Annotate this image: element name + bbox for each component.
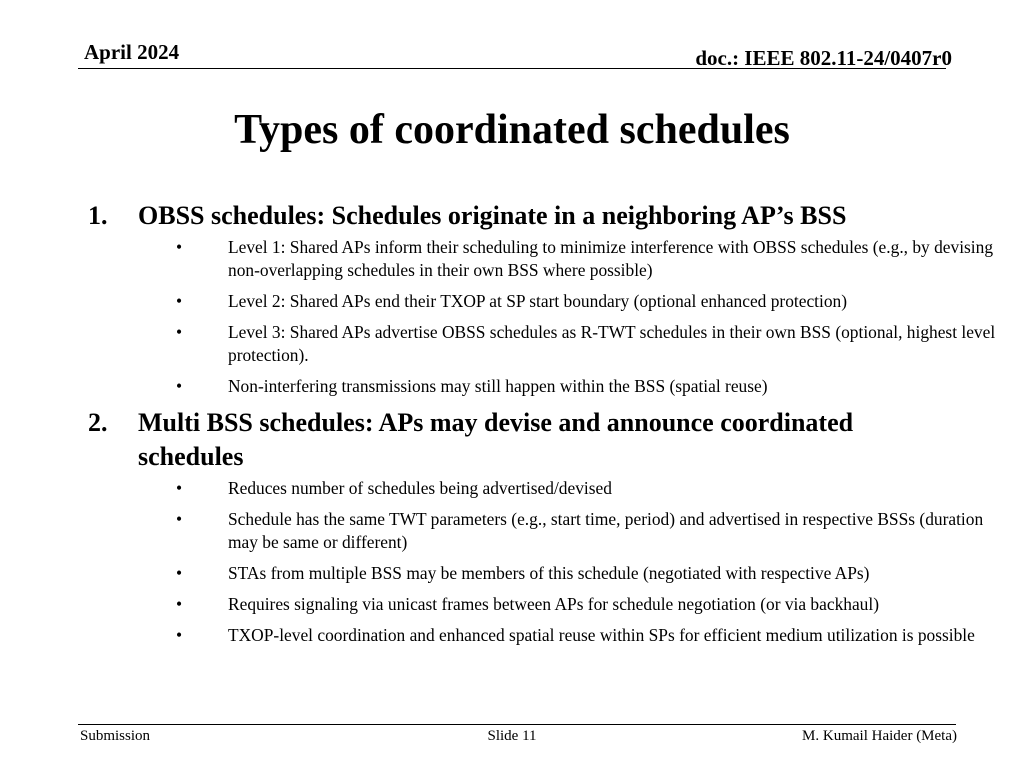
footer-divider: [78, 724, 956, 725]
section-1-title: OBSS schedules: Schedules originate in a neighboring AP’s BSS: [138, 201, 847, 230]
bullet-icon: •: [176, 563, 183, 583]
section-2-heading: [88, 406, 1000, 474]
bullet-icon: •: [176, 594, 183, 614]
bullet-text: Schedule has the same TWT parameters (e.g., start time, period) and advertised in respective BSSs (duration may be same or different): [228, 509, 984, 552]
list-item: [88, 375, 1000, 398]
section-2-number: 2.: [88, 408, 108, 437]
section-2-title: Multi BSS schedules: APs may devise and announce coordinated schedules: [138, 408, 854, 471]
footer-slide-number: Slide 11: [487, 728, 537, 744]
bullet-icon: •: [176, 376, 183, 396]
list-item: [88, 321, 1000, 367]
section-1-bullet-list: [88, 236, 1000, 398]
bullet-text: Requires signaling via unicast frames between APs for schedule negotiation (or via backhaul): [228, 594, 879, 614]
list-item: [88, 593, 1000, 616]
bullet-icon: •: [176, 509, 183, 529]
section-1-heading: [88, 199, 1000, 233]
list-item: [88, 477, 1000, 500]
list-item: [88, 624, 1000, 647]
section-2-bullet-list: [88, 477, 1000, 647]
list-item: [88, 236, 1000, 282]
bullet-text: TXOP-level coordination and enhanced spatial reuse within SPs for efficient medium utilization is possible: [228, 625, 975, 645]
bullet-text: Level 2: Shared APs end their TXOP at SP start boundary (optional enhanced protection): [228, 291, 848, 311]
bullet-text: Non-interfering transmissions may still happen within the BSS (spatial reuse): [228, 376, 768, 396]
bullet-text: Reduces number of schedules being advertised/devised: [228, 478, 612, 498]
header-doc-id: doc.: IEEE 802.11-24/0407r0: [695, 46, 952, 70]
bullet-icon: •: [176, 625, 183, 645]
header-divider: [78, 68, 946, 69]
bullet-icon: •: [176, 478, 183, 498]
list-item: [88, 290, 1000, 313]
list-item: [88, 562, 1000, 585]
footer-author: M. Kumail Haider (Meta): [802, 728, 957, 744]
bullet-icon: •: [176, 237, 183, 257]
bullet-icon: •: [176, 322, 183, 342]
header-date: April 2024: [84, 40, 180, 64]
slide-content: [88, 199, 1000, 655]
bullet-text: Level 1: Shared APs inform their scheduling to minimize interference with OBSS schedules (e.g., by devising non-overlapping schedules in their own BSS where possible): [228, 237, 994, 280]
footer-submission: Submission: [80, 728, 151, 744]
slide-title: Types of coordinated schedules: [234, 107, 790, 153]
list-item: [88, 508, 1000, 554]
bullet-text: Level 3: Shared APs advertise OBSS schedules as R-TWT schedules in their own BSS (optional, highest level protection).: [228, 322, 996, 365]
bullet-icon: •: [176, 291, 183, 311]
section-1-number: 1.: [88, 201, 108, 230]
bullet-text: STAs from multiple BSS may be members of this schedule (negotiated with respective APs): [228, 563, 870, 583]
